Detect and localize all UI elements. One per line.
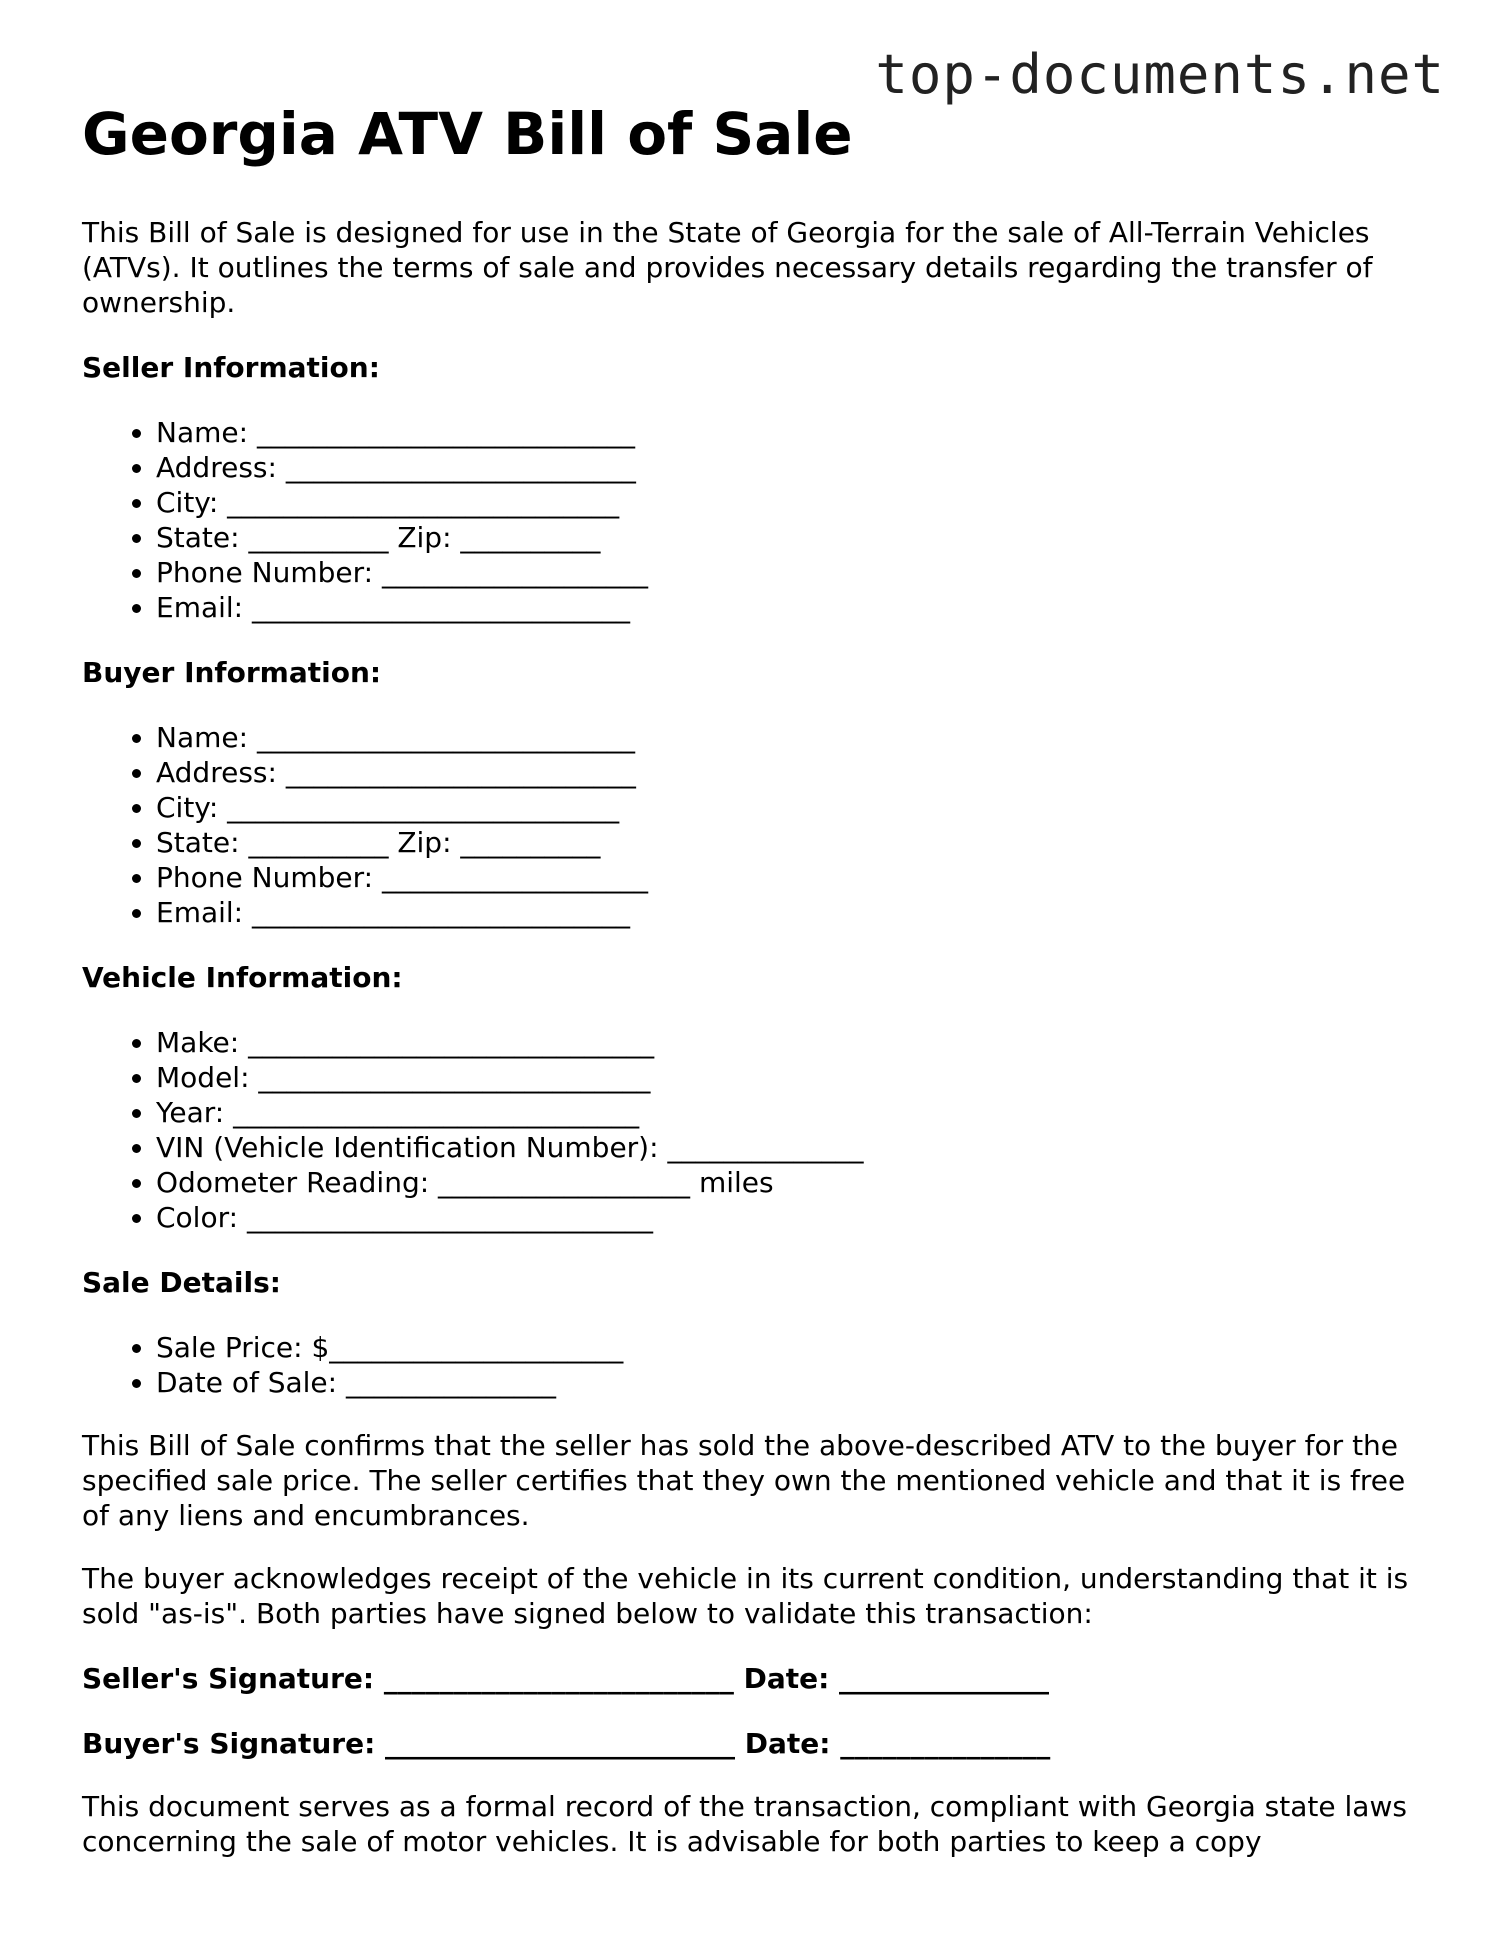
vehicle-color-field: • Color: _____________________________: [156, 1200, 1422, 1235]
buyer-name-field: • Name: ___________________________: [156, 720, 1422, 755]
vehicle-odometer-field: • Odometer Reading: __________________ miles: [156, 1165, 1422, 1200]
seller-phone-field: • Phone Number: ___________________: [156, 555, 1422, 590]
sale-section-heading: Sale Details:: [82, 1265, 281, 1299]
document-page: [82, 100, 1422, 1859]
sale-price-field: • Sale Price: $_____________________: [156, 1330, 1422, 1365]
buyer-info-list: [82, 720, 1422, 930]
seller-section-heading: Seller Information:: [82, 350, 380, 384]
vehicle-vin-field: • VIN (Vehicle Identification Number): ______________: [156, 1130, 1422, 1165]
seller-state-zip-field: • State: __________ Zip: __________: [156, 520, 1422, 555]
seller-signature-line: Seller's Signature: _________________________ Date: _______________: [82, 1661, 1050, 1695]
buyer-city-field: • City: ____________________________: [156, 790, 1422, 825]
seller-email-field: • Email: ___________________________: [156, 590, 1422, 625]
sale-details-list: [82, 1330, 1422, 1400]
buyer-section-heading: Buyer Information:: [82, 655, 382, 689]
document-title: Georgia ATV Bill of Sale: [82, 100, 853, 168]
vehicle-model-field: • Model: ____________________________: [156, 1060, 1422, 1095]
buyer-email-field: • Email: ___________________________: [156, 895, 1422, 930]
vehicle-info-list: [82, 1025, 1422, 1235]
buyer-phone-field: • Phone Number: ___________________: [156, 860, 1422, 895]
buyer-state-zip-field: • State: __________ Zip: __________: [156, 825, 1422, 860]
seller-name-field: • Name: ___________________________: [156, 415, 1422, 450]
vehicle-section-heading: Vehicle Information:: [82, 960, 403, 994]
seller-city-field: • City: ____________________________: [156, 485, 1422, 520]
buyer-signature-line: Buyer's Signature: _________________________ Date: _______________: [82, 1726, 1051, 1760]
confirmation-paragraph: This Bill of Sale confirms that the seller has sold the above-described ATV to the buyer for the specified sale price. The seller certifies that they own the mentioned vehicle and that it is free of any liens and encumbrances.: [82, 1428, 1406, 1532]
vehicle-year-field: • Year: _____________________________: [156, 1095, 1422, 1130]
acknowledgement-paragraph: The buyer acknowledges receipt of the vehicle in its current condition, understanding that it is sold "as-is". Both parties have signed below to validate this transaction:: [82, 1561, 1409, 1630]
seller-info-list: [82, 415, 1422, 625]
buyer-address-field: • Address: _________________________: [156, 755, 1422, 790]
sale-date-field: • Date of Sale: _______________: [156, 1365, 1422, 1400]
intro-paragraph: This Bill of Sale is designed for use in the State of Georgia for the sale of All-Terrain Vehicles (ATVs). It outlines the terms of sale and provides necessary details regarding the transfer of ownership.: [82, 215, 1373, 319]
closing-paragraph: This document serves as a formal record of the transaction, compliant with Georgia state laws concerning the sale of motor vehicles. It is advisable for both parties to keep a copy: [82, 1789, 1407, 1858]
vehicle-make-field: • Make: _____________________________: [156, 1025, 1422, 1060]
watermark: top-documents.net: [875, 43, 1445, 106]
seller-address-field: • Address: _________________________: [156, 450, 1422, 485]
